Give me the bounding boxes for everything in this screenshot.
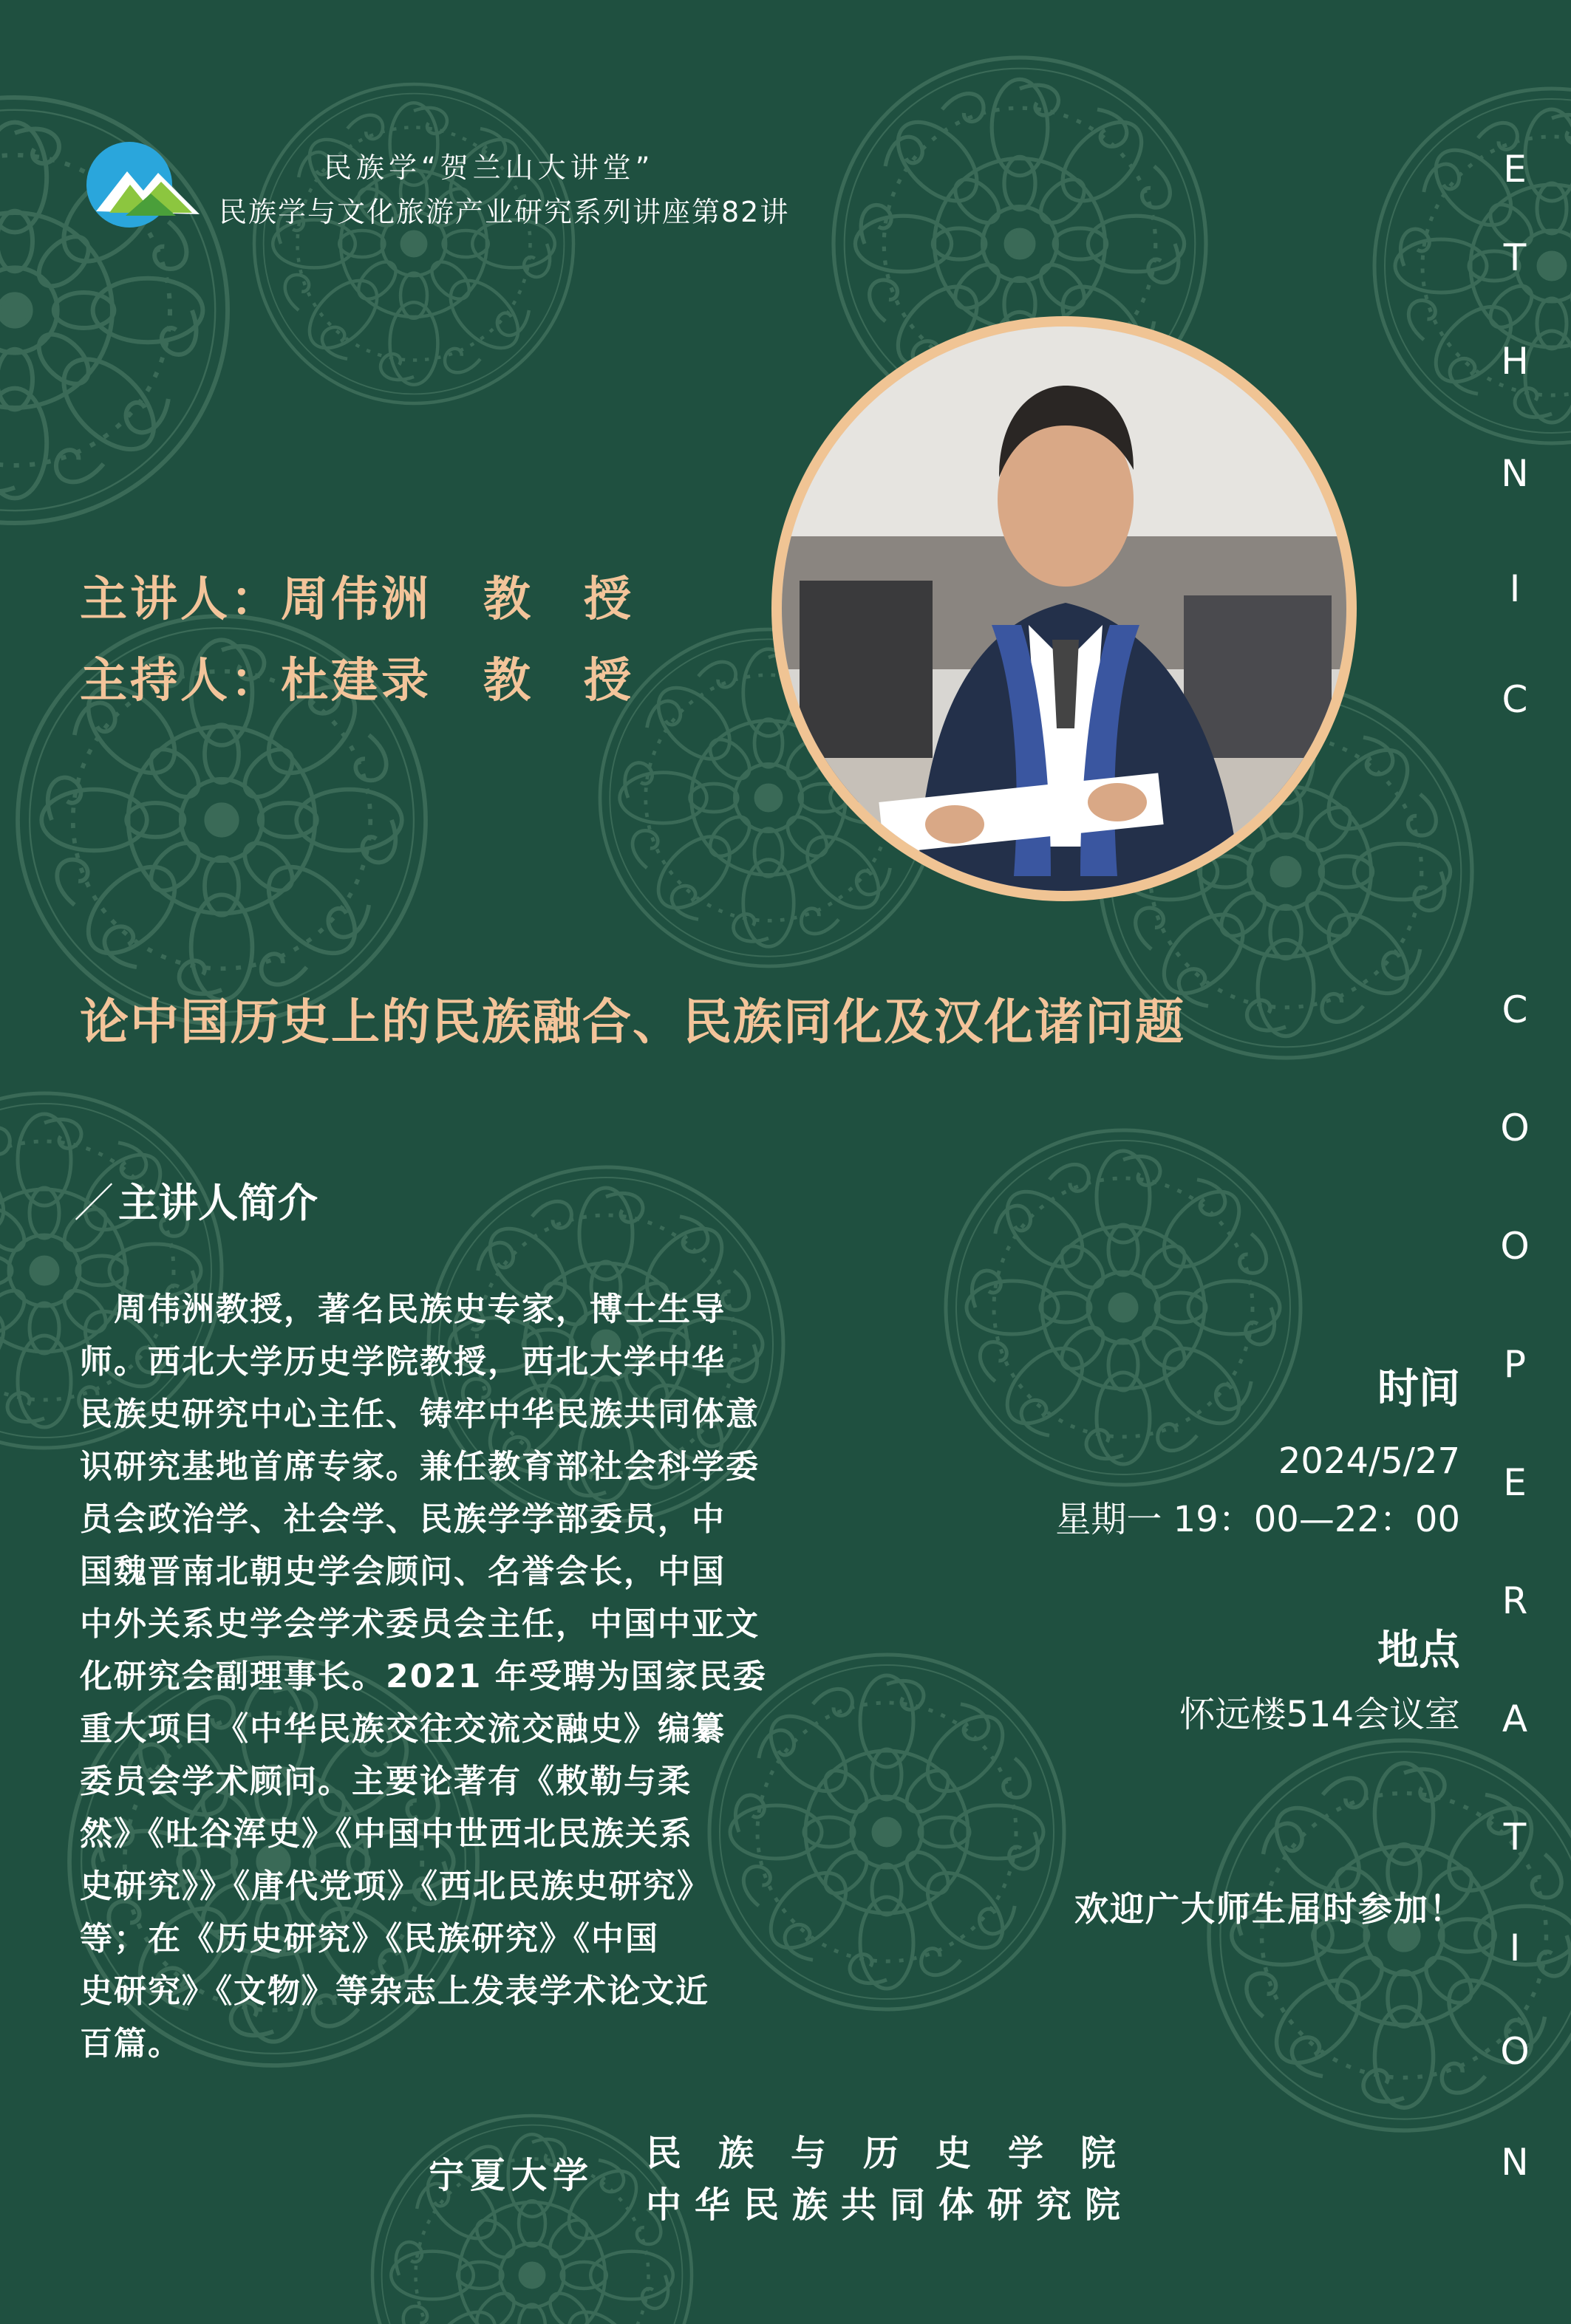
vertical-letter: R xyxy=(1502,1579,1528,1622)
lecture-series-subtitle: 民族学与文化旅游产业研究系列讲座第82讲 xyxy=(219,196,790,228)
vertical-letter: O xyxy=(1500,2030,1530,2073)
welcome-message: 欢迎广大师生届时参加！ xyxy=(1074,1889,1465,1929)
bio-line: 周伟洲教授，著名民族史专家，博士生导 xyxy=(80,1291,726,1328)
footer-university: 宁夏大学 xyxy=(429,2155,595,2196)
presenter-label: 主讲人： xyxy=(80,572,281,627)
host-line xyxy=(80,643,634,711)
vertical-letter: I xyxy=(1509,567,1521,610)
vertical-letter: O xyxy=(1500,1225,1530,1268)
bio-line: 然》《吐谷浑史》《中国中世西北民族关系 xyxy=(80,1815,693,1853)
event-place: 怀远楼514会议室 xyxy=(1179,1694,1460,1735)
vertical-letter: E xyxy=(1503,148,1527,191)
vertical-letter: T xyxy=(1503,1816,1527,1859)
vertical-letter: C xyxy=(1502,678,1528,721)
vertical-letter: T xyxy=(1503,236,1527,279)
bio-line: 百篇。 xyxy=(80,2025,182,2062)
host-name: 杜建录 xyxy=(281,653,432,708)
bio-line: 等；在《历史研究》《民族研究》《中国 xyxy=(80,1920,659,1958)
bio-line: 员会政治学、社会学、民族学学部委员，中 xyxy=(80,1500,726,1538)
footer-org-community: 中华民族共同体研究院 xyxy=(646,2184,1134,2226)
presenter-title: 教 授 xyxy=(483,572,634,627)
bio-line: 史研究》》《唐代党项》《西北民族史研究》 xyxy=(80,1867,711,1905)
bio-heading-mark: ／ xyxy=(74,1180,114,1226)
bio-line: 师。西北大学历史学院教授，西北大学中华 xyxy=(80,1343,726,1381)
lecture-series-name: 民族学“贺兰山大讲堂” xyxy=(324,151,655,184)
bio-line: 重大项目《中华民族交往交流交融史》编纂 xyxy=(80,1710,726,1748)
vertical-letter: A xyxy=(1502,1698,1528,1740)
bio-line: 中外关系史学会学术委员会主任，中国中亚文 xyxy=(80,1605,760,1643)
time-label: 时间 xyxy=(1377,1365,1460,1413)
speaker-portrait xyxy=(770,315,1358,903)
mountain-logo-icon xyxy=(81,139,207,235)
lecture-title: 论中国历史上的民族融合、民族同化及汉化诸问题 xyxy=(80,993,1185,1050)
vertical-letter: H xyxy=(1501,340,1529,383)
place-label: 地点 xyxy=(1377,1627,1460,1675)
event-time: 星期一 19：00—22：00 xyxy=(1055,1499,1460,1540)
bio-line: 委员会学术顾问。主要论著有《敕勒与柔 xyxy=(80,1763,692,1800)
presenter-line xyxy=(80,561,634,629)
vertical-letter: I xyxy=(1509,1927,1521,1969)
host-title: 教 授 xyxy=(483,653,634,708)
vertical-letter: N xyxy=(1501,452,1529,495)
host-label: 主持人： xyxy=(80,653,281,708)
vertical-letter: C xyxy=(1502,988,1528,1031)
vertical-letter: E xyxy=(1503,1461,1527,1504)
event-date: 2024/5/27 xyxy=(1278,1440,1460,1482)
bio-heading-text: 主讲人简介 xyxy=(118,1180,318,1226)
vertical-letter: O xyxy=(1500,1107,1530,1149)
footer-org-history: 民族与历史学院 xyxy=(646,2133,1153,2174)
bio-line: 史研究》《文物》等杂志上发表学术论文近 xyxy=(80,1972,709,2010)
vertical-letter: N xyxy=(1501,2141,1529,2184)
bio-line: 民族史研究中心主任、铸牢中华民族共同体意 xyxy=(80,1395,760,1433)
bio-heading xyxy=(74,1172,318,1228)
bio-line: 国魏晋南北朝史学会顾问、名誉会长，中国 xyxy=(80,1553,726,1590)
bio-line: 识研究基地首席专家。兼任教育部社会科学委 xyxy=(80,1448,760,1486)
vertical-letter: P xyxy=(1503,1343,1527,1386)
bio-line: 化研究会副理事长。2021 年受聘为国家民委 xyxy=(80,1658,767,1695)
presenter-name: 周伟洲 xyxy=(281,572,432,627)
